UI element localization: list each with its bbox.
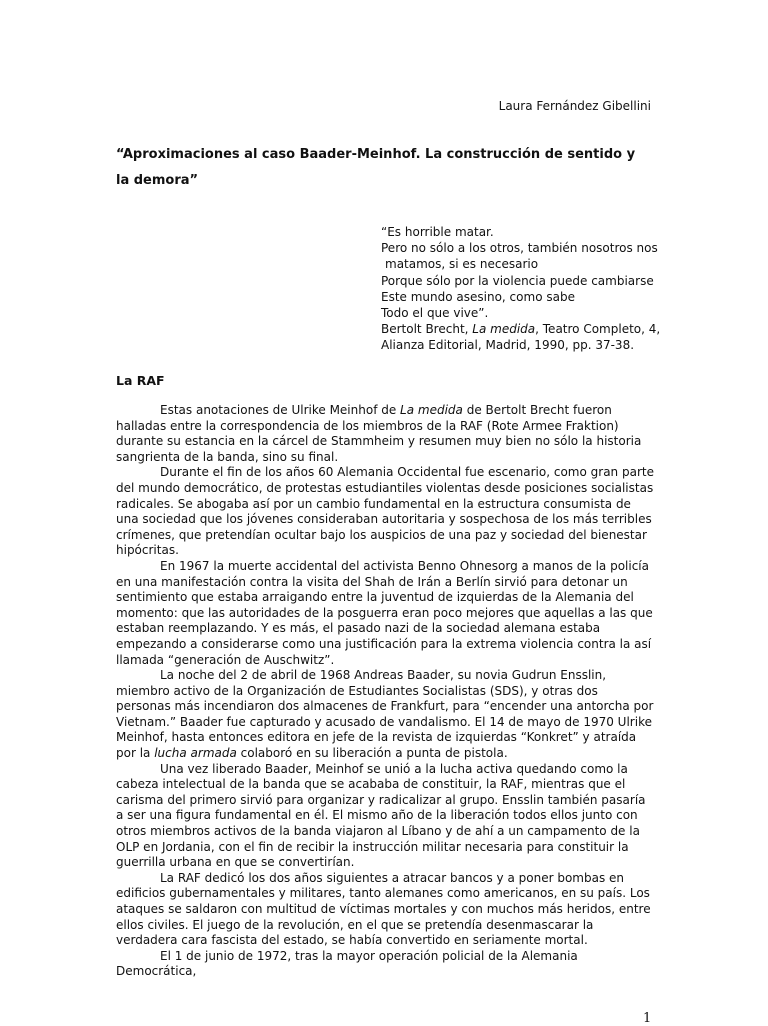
section-heading: La RAF <box>116 373 165 388</box>
epigraph-citation-publisher: Alianza Editorial, Madrid, 1990, pp. 37-38. <box>381 338 635 353</box>
epigraph-line: matamos, si es necesario <box>385 257 539 272</box>
paragraph-italic: lucha armada <box>154 746 237 761</box>
paragraph-text: de Bertolt Brecht fueron halladas entre la correspondencia de los miembros de la RAF (Rote Armee Fraktion) durante su estancia en la cárcel de Stammheim y resumen muy bien no sólo la historia sangrienta de la banda, sino su final. <box>116 403 642 464</box>
paragraph: En 1967 la muerte accidental del activista Benno Ohnesorg a manos de la policía en una manifestación contra la visita del Shah de Irán a Berlín sirvió para detonar un sentimiento que estaba arraigando entre la juventud de izquierdas de la Alemania del momento: que las autoridades de la posguerra eran poco mejores que aquellas a las que estaban reemplazando. Y es más, el pasado nazi de la sociedad alemana estaba empezando a considerarse como una justificación para la extrema violencia contra la así llamada “generación de Auschwitz”. <box>116 558 653 667</box>
paragraph: Una vez liberado Baader, Meinhof se unió a la lucha activa quedando como la cabeza intelectual de la banda que se acababa de constituir, la RAF, mientras que el carisma del primero sirvió para organizar y radicalizar al grupo. Ensslin también pasaría a ser una figura fundamental en él. El mismo año de la liberación todos ellos junto con otros miembros activos de la banda viajaron al Líbano y de ahí a un campamento de la OLP en Jordania, con el fin de recibir la instrucción militar necesaria para constituir la guerrilla urbana en que se convertirían. <box>116 761 646 870</box>
paragraph <box>116 403 654 465</box>
author-name: Laura Fernández Gibellini <box>498 99 651 113</box>
paragraph: La RAF dedicó los dos años siguientes a atracar bancos y a poner bombas en edificios gubernamentales y militares, tanto alemanes como americanos, en su país. Los ataques se saldaron con multitud de víctimas mortales y con muchos más heridos, entre ellos civiles. El juego de la revolución, en el que se pretendía desenmascarar la verdadera cara fascista del estado, se había convertido en seriamente mortal. <box>116 870 651 948</box>
paragraph: El 1 de junio de 1972, tras la mayor operación policial de la Alemania Democrática, <box>116 948 578 979</box>
epigraph-line: Este mundo asesino, como sabe <box>381 289 575 304</box>
body-text <box>116 403 654 980</box>
epigraph-line: Todo el que vive”. <box>381 306 489 321</box>
citation-author: Bertolt Brecht, <box>381 322 473 337</box>
paragraph-italic: La medida <box>400 403 463 417</box>
page-number: 1 <box>643 1011 652 1026</box>
document-title: “Aproximaciones al caso Baader-Meinhof. La construcción de sentido y la demora” <box>116 147 636 188</box>
paragraph-text: Estas anotaciones de Ulrike Meinhof de <box>160 403 401 417</box>
citation-work: La medida <box>472 322 536 337</box>
paragraph: Durante el fin de los años 60 Alemania Occidental fue escenario, como gran parte del mundo democrático, de protestas estudiantiles violentas desde posiciones socialistas radicales. Se abogaba así por un cambio fundamental en la estructura consumista de una sociedad que los jóvenes consideraban autoritaria y sospechosa de los más terribles crímenes, que pretendían ocultar bajo los auspicios de una paz y sociedad del bienestar hipócritas. <box>116 465 654 558</box>
epigraph-line: Pero no sólo a los otros, también nosotros nos <box>381 241 658 256</box>
epigraph-citation <box>381 321 671 337</box>
epigraph-line: Porque sólo por la violencia puede cambiarse <box>381 273 654 288</box>
epigraph-line: “Es horrible matar. <box>381 225 494 239</box>
paragraph-text: La noche del 2 de abril de 1968 Andreas Baader, su novia Gudrun Ensslin, miembro activo de la Organización de Estudiantes Socialistas (SDS), y otras dos personas más incendiaron dos almacenes de Frankfurt, para “encender una antorcha por Vietnam.” Baader fue capturado y acusado de vandalismo. El 14 de mayo de 1970 Ulrike Meinhof, hasta entonces editora en jefe de la revista de izquierdas “Konkret” y atraída por la <box>116 668 654 761</box>
paragraph-text: colaboró en su liberación a punta de pistola. <box>236 746 508 761</box>
citation-rest: , Teatro Completo, 4, <box>535 322 661 337</box>
paragraph <box>116 668 654 762</box>
epigraph <box>381 224 671 354</box>
